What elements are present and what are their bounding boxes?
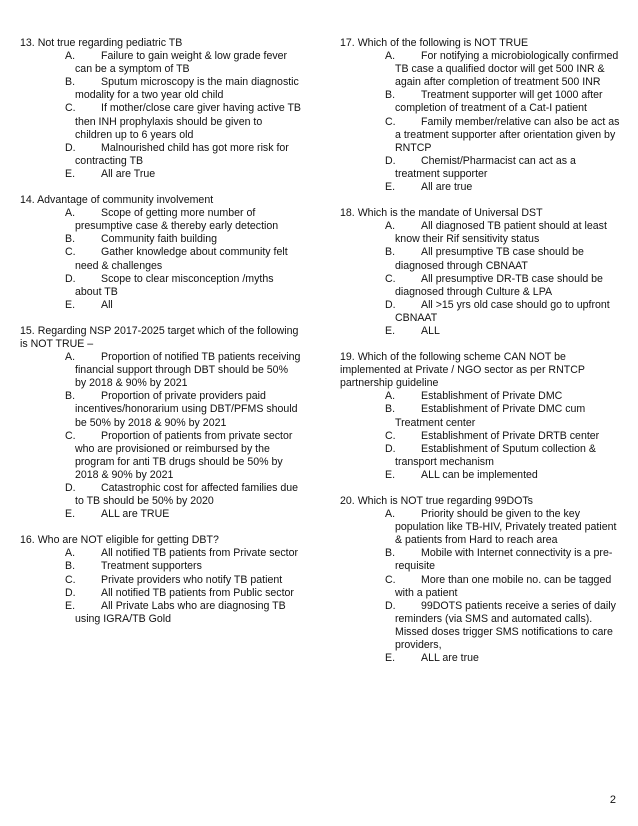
question-number: 17. <box>340 37 355 49</box>
question-text: Regarding NSP 2017-2025 target which of the following is NOT TRUE – <box>20 324 299 350</box>
answer-option <box>20 299 302 312</box>
option-letter: E. <box>65 298 76 311</box>
answer-option <box>340 116 622 155</box>
option-letter: A. <box>65 547 76 560</box>
option-letter: C. <box>65 429 76 442</box>
option-text: All are True <box>101 167 156 180</box>
question-16 <box>20 534 302 626</box>
option-letter: D. <box>65 586 76 599</box>
answer-option <box>340 652 622 665</box>
question-20 <box>340 495 622 665</box>
option-text: Treatment supporters <box>101 560 202 573</box>
answer-option <box>340 574 622 600</box>
option-letter: B. <box>385 246 396 259</box>
answer-option <box>20 574 302 587</box>
option-letter: E. <box>385 181 396 194</box>
option-text: If mother/close care giver having active TB then INH prophylaxis should be given to children up to 6 years old <box>75 102 301 141</box>
option-letter: B. <box>385 547 396 560</box>
option-letter: B. <box>65 76 76 89</box>
option-text: All are true <box>421 181 473 194</box>
option-letter: C. <box>65 573 76 586</box>
option-text: More than one mobile no. can be tagged with a patient <box>395 573 612 599</box>
question-number: 18. <box>340 207 355 220</box>
answer-option <box>20 102 302 141</box>
question-text: Which of the following is NOT TRUE <box>357 37 529 49</box>
option-letter: D. <box>65 272 76 285</box>
question-18 <box>340 207 622 338</box>
answer-option <box>20 246 302 272</box>
option-text: 99DOTS patients receive a series of daily reminders (via SMS and automated calls). Missed doses trigger SMS notifications to care providers, <box>395 599 616 652</box>
option-letter: C. <box>385 429 396 442</box>
answer-option <box>340 443 622 469</box>
answer-option <box>20 351 302 390</box>
option-text: Family member/relative can also be act as a treatment supporter after orientation given by RNTCP <box>395 115 620 154</box>
answer-option <box>20 600 302 626</box>
option-letter: D. <box>385 599 396 612</box>
question-number: 16. <box>20 534 35 547</box>
answer-option <box>340 220 622 246</box>
question-15 <box>20 325 302 521</box>
answer-option <box>340 89 622 115</box>
option-letter: C. <box>65 102 76 115</box>
answer-option <box>340 547 622 573</box>
option-text: All diagnosed TB patient should at least know their Rif sensitivity status <box>395 220 607 246</box>
option-letter: D. <box>65 141 76 154</box>
question-title <box>340 37 622 50</box>
answer-option <box>20 482 302 508</box>
question-19 <box>340 351 622 482</box>
answer-option <box>340 155 622 181</box>
option-text: For notifying a microbiologically confirmed TB case a qualified doctor will get 500 INR & again after completion of treatment 500 INR <box>395 50 619 89</box>
option-letter: B. <box>65 390 76 403</box>
option-letter: C. <box>385 115 396 128</box>
question-text: Not true regarding pediatric TB <box>37 37 183 49</box>
option-text: Proportion of private providers paid incentives/honorarium using DBT/PFMS should be 50% by 2018 & 90% by 2021 <box>75 390 298 429</box>
option-letter: D. <box>385 298 396 311</box>
option-letter: D. <box>385 154 396 167</box>
option-letter: A. <box>65 351 76 364</box>
option-letter: E. <box>65 599 76 612</box>
option-text: Community faith building <box>101 233 217 246</box>
answer-option <box>340 299 622 325</box>
option-text: Chemist/Pharmacist can act as a treatment supporter <box>395 154 576 180</box>
question-title <box>20 325 302 351</box>
question-number: 15. <box>20 324 35 337</box>
question-number: 20. <box>340 495 355 507</box>
answer-option <box>340 181 622 194</box>
answer-option <box>20 207 302 233</box>
question-text: Which is the mandate of Universal DST <box>357 207 543 220</box>
answer-option <box>20 560 302 573</box>
question-title <box>340 495 622 508</box>
option-text: ALL are TRUE <box>101 508 170 521</box>
answer-option <box>20 233 302 246</box>
option-letter: D. <box>65 482 76 494</box>
option-text: Gather knowledge about community felt need & challenges <box>75 246 288 272</box>
question-13 <box>20 37 302 181</box>
question-text: Which is NOT true regarding 99DOTs <box>357 495 533 507</box>
option-text: All notified TB patients from Private sector <box>101 547 299 560</box>
option-text: Proportion of notified TB patients receiving financial support through DBT should be 50% by 2018 & 90% by 2021 <box>75 351 301 390</box>
option-text: Establishment of Private DRTB center <box>421 429 600 442</box>
option-letter: C. <box>385 272 396 285</box>
page-number: 2 <box>609 794 616 806</box>
answer-option <box>340 390 622 403</box>
option-letter: D. <box>385 442 396 455</box>
question-text: Who are NOT eligible for getting DBT? <box>37 534 219 547</box>
option-text: Scope of getting more number of presumptive case & thereby early detection <box>75 207 279 233</box>
option-text: All presumptive TB case should be diagnosed through CBNAAT <box>395 246 584 272</box>
question-title <box>340 351 622 390</box>
option-letter: A. <box>65 50 76 63</box>
question-title <box>20 37 302 50</box>
option-text: Private providers who notify TB patient <box>101 573 283 586</box>
option-text: Malnourished child has got more risk for contracting TB <box>75 141 289 167</box>
option-letter: C. <box>385 573 396 586</box>
option-text: All >15 yrs old case should go to upfront CBNAAT <box>395 298 610 324</box>
answer-option <box>340 430 622 443</box>
option-text: All notified TB patients from Public sector <box>101 586 294 599</box>
option-text: Establishment of Private DMC cum Treatment center <box>395 403 586 429</box>
answer-option <box>340 403 622 429</box>
answer-option <box>20 508 302 521</box>
option-text: All <box>101 298 113 311</box>
question-title <box>20 194 302 207</box>
option-letter: C. <box>65 246 76 259</box>
option-text: ALL can be implemented <box>421 468 538 481</box>
question-text: Which of the following scheme CAN NOT be implemented at Private / NGO sector as per RNTCP partnership guideline <box>340 351 585 390</box>
option-text: Proportion of patients from private sector who are provisioned or reimbursed by the program for anti TB drugs should be 50% by 2018 & 90% by 2021 <box>75 429 293 481</box>
answer-option <box>20 76 302 102</box>
option-text: Establishment of Private DMC <box>421 390 563 403</box>
option-letter: E. <box>385 468 396 481</box>
option-text: Establishment of Sputum collection & transport mechanism <box>395 442 596 468</box>
answer-option <box>20 390 302 429</box>
option-text: All Private Labs who are diagnosing TB using IGRA/TB Gold <box>75 599 286 625</box>
option-letter: B. <box>385 89 396 102</box>
answer-option <box>20 273 302 299</box>
answer-option <box>20 168 302 181</box>
question-17 <box>340 37 622 194</box>
answer-option <box>340 325 622 338</box>
question-title <box>20 534 302 547</box>
question-number: 19. <box>340 351 355 364</box>
answer-option <box>340 246 622 272</box>
option-text: Priority should be given to the key population like TB-HIV, Privately treated patient & patients from Hard to reach area <box>395 508 617 547</box>
option-letter: B. <box>385 403 396 416</box>
question-number: 13. <box>20 37 35 49</box>
answer-option <box>340 600 622 652</box>
option-text: ALL are true <box>421 652 479 665</box>
option-text: Scope to clear misconception /myths about TB <box>75 272 274 298</box>
question-number: 14. <box>20 194 35 207</box>
answer-option <box>20 142 302 168</box>
answer-option <box>340 469 622 482</box>
question-text: Advantage of community involvement <box>37 194 214 207</box>
option-text: Failure to gain weight & low grade fever can be a symptom of TB <box>75 50 288 76</box>
option-letter: A. <box>385 220 396 233</box>
option-text: Mobile with Internet connectivity is a pre-requisite <box>395 547 613 573</box>
answer-option <box>340 50 622 89</box>
option-letter: A. <box>385 390 396 403</box>
option-text: Catastrophic cost for affected families due to TB should be 50% by 2020 <box>75 482 299 508</box>
left-column <box>20 37 302 639</box>
option-letter: A. <box>385 50 396 63</box>
option-letter: A. <box>65 207 76 220</box>
question-title <box>340 207 622 220</box>
question-14 <box>20 194 302 312</box>
answer-option <box>20 587 302 600</box>
option-text: Sputum microscopy is the main diagnostic modality for a two year old child <box>75 76 299 102</box>
option-letter: E. <box>65 508 76 521</box>
option-letter: E. <box>385 324 396 337</box>
answer-option <box>20 430 302 482</box>
option-letter: A. <box>385 508 396 521</box>
option-letter: E. <box>385 652 396 665</box>
option-letter: B. <box>65 560 76 573</box>
option-letter: B. <box>65 233 76 246</box>
option-text: ALL <box>421 324 440 337</box>
answer-option <box>20 547 302 560</box>
answer-option <box>20 50 302 76</box>
answer-option <box>340 508 622 547</box>
option-letter: E. <box>65 167 76 180</box>
right-column <box>340 37 622 678</box>
option-text: Treatment supporter will get 1000 after completion of treatment of a Cat-I patient <box>395 89 603 115</box>
answer-option <box>340 273 622 299</box>
option-text: All presumptive DR-TB case should be diagnosed through Culture & LPA <box>395 272 603 298</box>
